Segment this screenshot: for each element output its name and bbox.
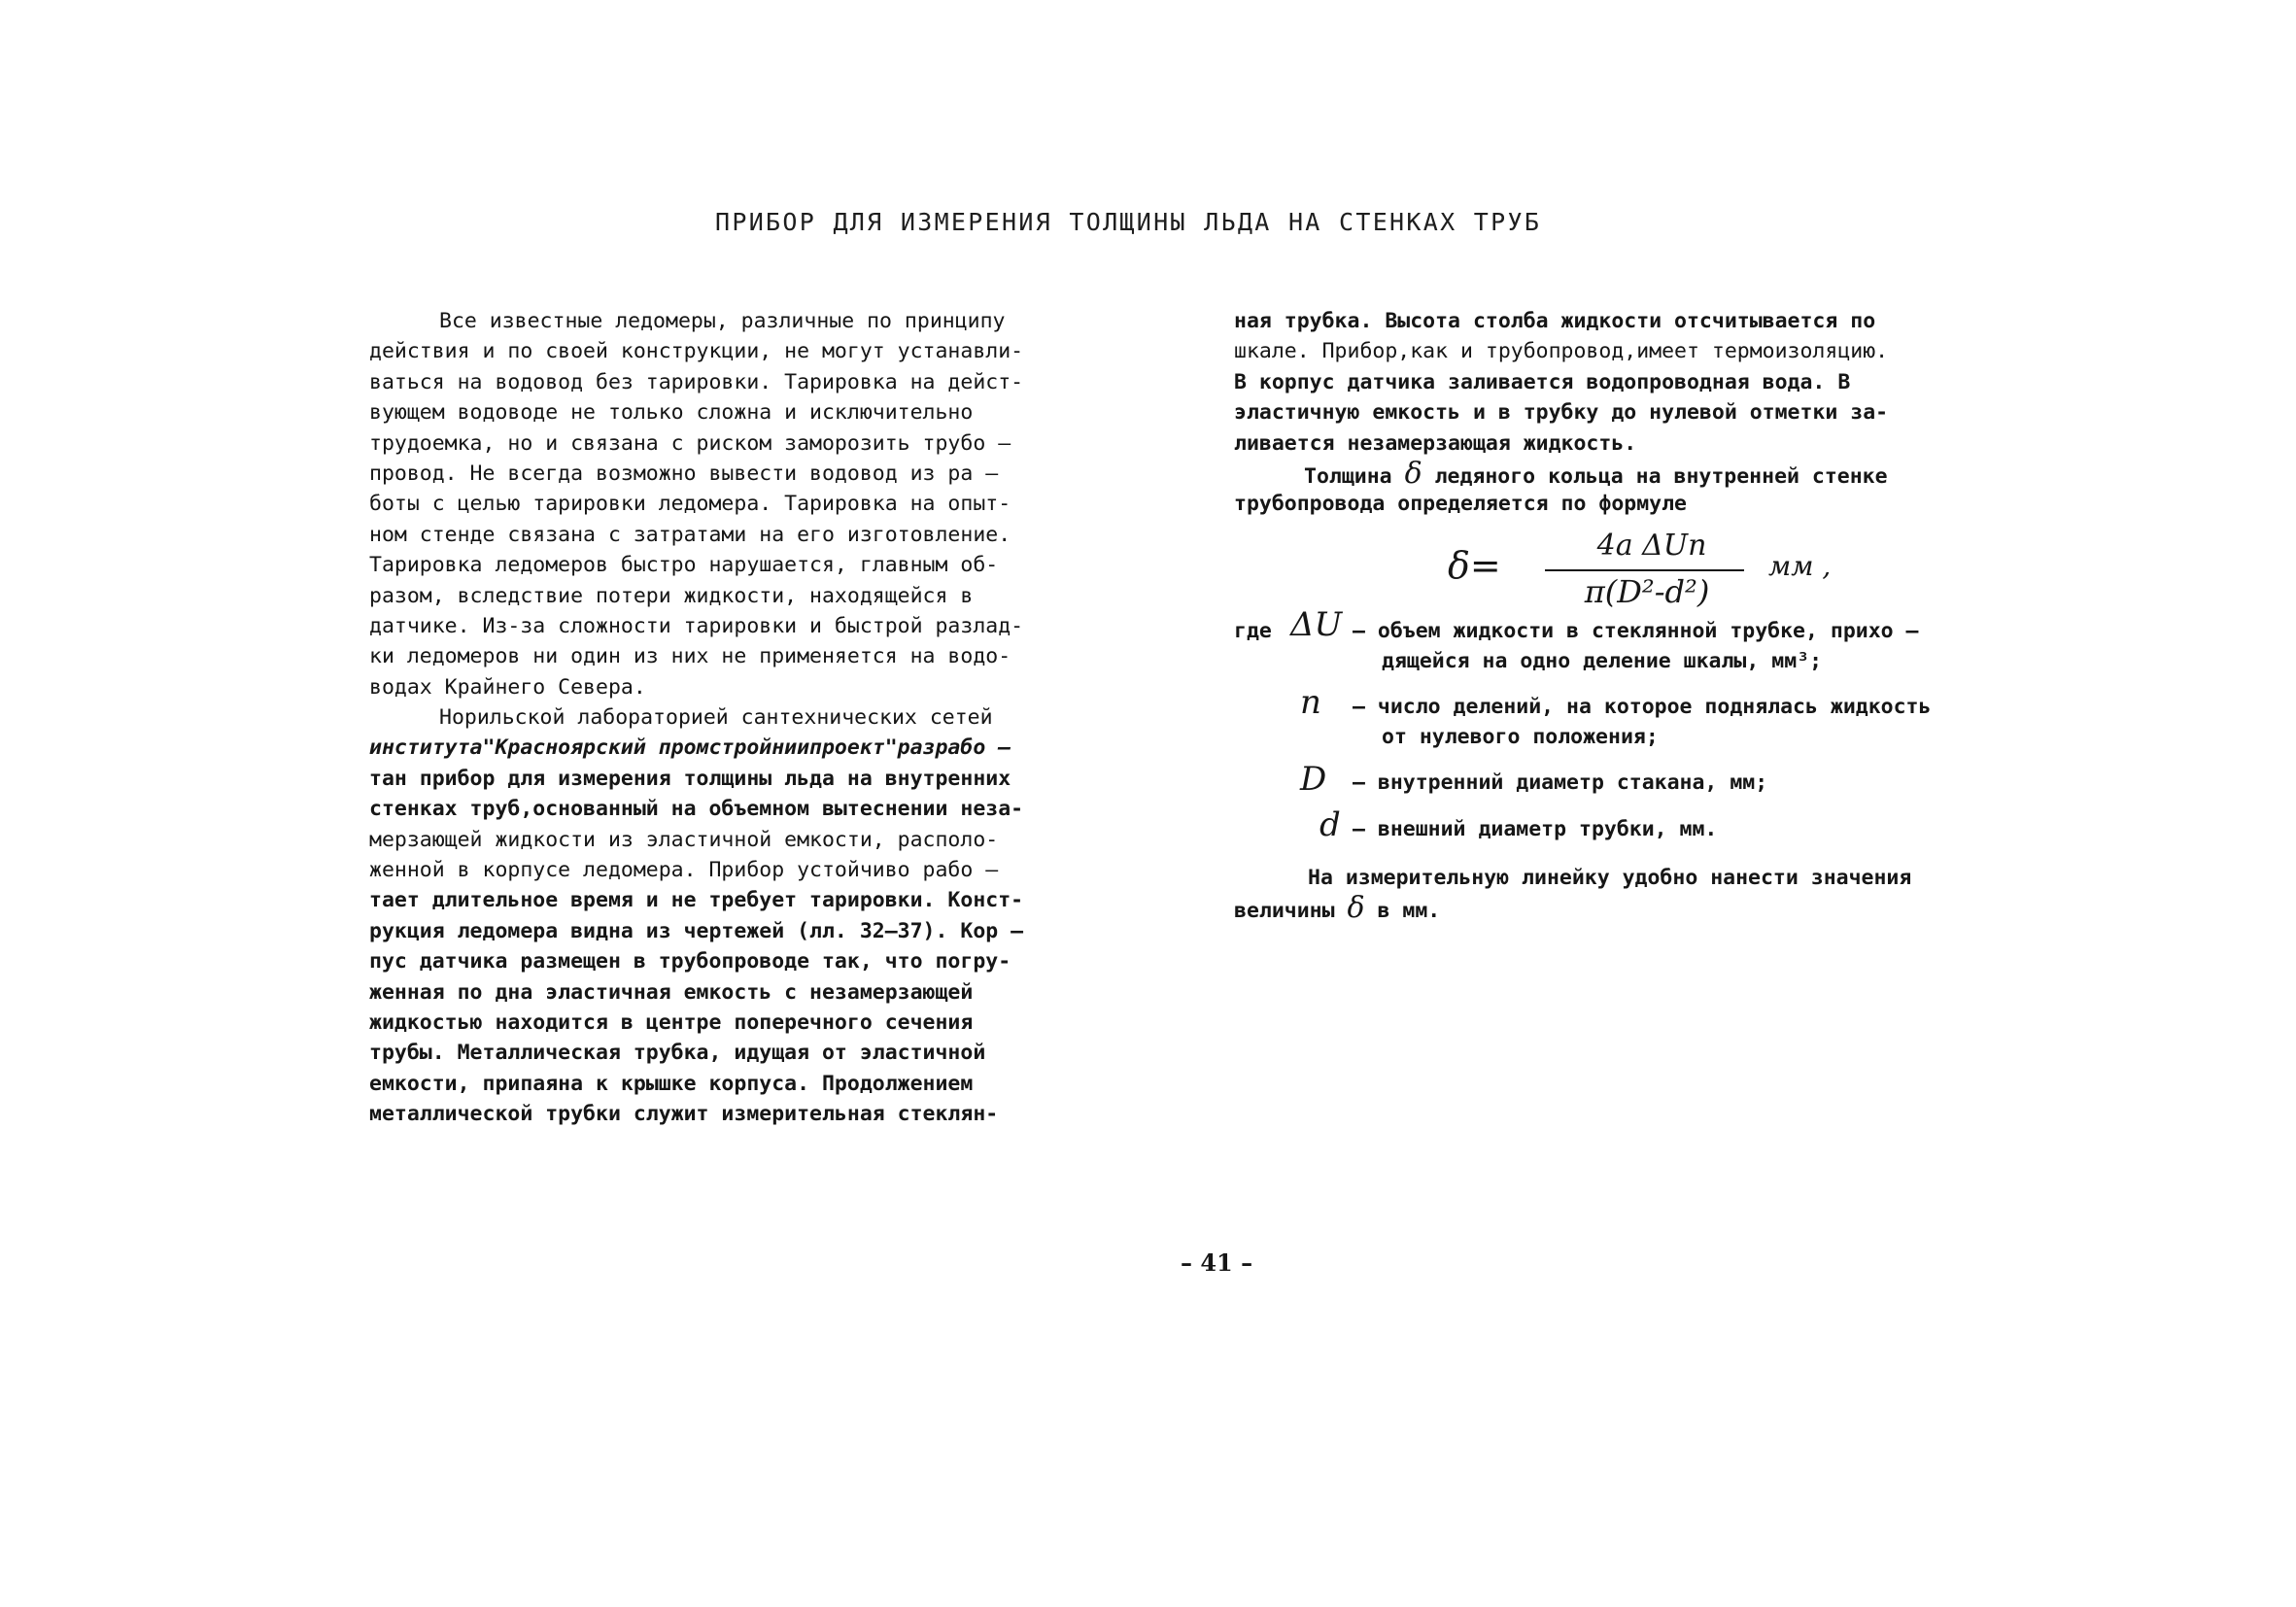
text-line: ливается незамерзающая жидкость. (1234, 430, 1637, 456)
thickness-word: Толщина (1304, 463, 1392, 489)
definition-line: – внутренний диаметр стакана, мм; (1353, 770, 1768, 795)
thickness-rest: ледяного кольца на внутренней стенке (1434, 463, 1888, 489)
text-line: трубы. Металлическая трубка, идущая от эластичной (369, 1041, 986, 1066)
text-line: ном стенде связана с затратами на его изготовление. (369, 522, 1011, 547)
text-line: тан прибор для измерения толщины льда на внутренних (369, 766, 1011, 791)
text-line: трубопровода определяется по формуле (1234, 492, 1687, 517)
text-line: ная трубка. Высота столба жидкости отсчитывается по (1234, 309, 1876, 333)
text-line: провод. Не всегда возможно вывести водовод из ра – (369, 461, 999, 486)
closing-end: в мм. (1377, 899, 1441, 923)
text-line: стенках труб,основанный на объемном вытеснении неза- (369, 797, 1024, 822)
text-line: водах Крайнего Севера. (369, 674, 646, 700)
text-line: мерзающей жидкости из эластичной емкости, располо- (369, 827, 999, 852)
definition-line: дящейся на одно деление шкалы, мм³; (1382, 649, 1823, 673)
text-line: датчике. Из-за сложности тарировки и быстрой разлад- (369, 613, 1024, 638)
closing-line: На измерительную линейку удобно нанести значения (1308, 866, 1912, 890)
text-line: В корпус датчика заливается водопроводная вода. В (1234, 369, 1851, 394)
formula-lhs: δ= (1448, 544, 1501, 587)
definition-line: – объем жидкости в стеклянной трубке, прихо – (1353, 619, 1919, 643)
text-line: металлической трубки служит измерительная стеклян- (369, 1102, 999, 1127)
closing-line-2 (1234, 893, 1440, 926)
D-symbol: D (1300, 760, 1327, 799)
text-line (1234, 456, 2070, 491)
formula-denominator: π(D²-d²) (1584, 573, 1710, 610)
definition-line: – число делений, на которое поднялась жидкость (1353, 695, 1932, 719)
delta-symbol: δ (1404, 456, 1422, 491)
text-line: жидкостью находится в центре поперечного сечения (369, 1009, 974, 1035)
text-line: действия и по своей конструкции, не могут устанавли- (369, 339, 1024, 364)
text-line: ваться на водовод без тарировки. Тарировка на дейст- (369, 369, 1024, 394)
page-title: ПРИБОР ДЛЯ ИЗМЕРЕНИЯ ТОЛЩИНЫ ЛЬДА НА СТЕНКАХ ТРУБ (715, 208, 1542, 236)
thickness-formula (1448, 525, 1895, 622)
formula-numerator: 4a ΔUn (1596, 529, 1707, 563)
text-line: тает длительное время и не требует тарировки. Конст- (369, 888, 1024, 913)
where-label: где (1234, 619, 1272, 643)
text-line: трудоемка, но и связана с риском заморозить трубо – (369, 430, 1011, 456)
text-line: боты с целью тарировки ледомера. Тарировка на опыт- (369, 492, 1011, 517)
text-line: Норильской лабораторией сантехнических сетей (439, 705, 993, 731)
text-line: Тарировка ледомеров быстро нарушается, главным об- (369, 553, 999, 578)
text-line: шкале. Прибор,как и трубопровод,имеет термоизоляцию. (1234, 339, 1889, 364)
closing-start: величины (1234, 899, 1335, 923)
text-line: института"Красноярский промстройниипроект"разрабо – (369, 735, 1011, 761)
left-column (369, 306, 1147, 1130)
d-symbol: d (1319, 805, 1341, 844)
text-line: эластичную емкость и в трубку до нулевой отметки за- (1234, 400, 1889, 426)
formula-unit: мм , (1768, 550, 1832, 582)
text-line: разом, вследствие потери жидкости, находящейся в (369, 583, 974, 608)
delta-symbol: δ (1347, 891, 1365, 925)
delta-u-symbol: ΔU (1290, 605, 1343, 644)
n-symbol: n (1300, 683, 1321, 722)
text-line: пус датчика размещен в трубопроводе так, что погру- (369, 949, 1011, 974)
text-line: женной в корпусе ледомера. Прибор устойчиво рабо – (369, 858, 999, 883)
text-line: ки ледомеров ни один из них не применяется на водо- (369, 644, 1011, 669)
text-line: емкости, припаяна к крышке корпуса. Продолжением (369, 1071, 974, 1096)
fraction-bar (1545, 569, 1744, 571)
definition-line: от нулевого положения; (1382, 725, 1659, 749)
text-line: Все известные ледомеры, различные по принципу (439, 309, 1006, 333)
right-column (1234, 306, 2070, 520)
definition-line: – внешний диаметр трубки, мм. (1353, 817, 1718, 841)
text-line: женная по дна эластичная емкость с незамерзающей (369, 979, 974, 1005)
text-line: вующем водоводе не только сложна и исключительно (369, 400, 974, 426)
text-line: рукция ледомера видна из чертежей (лл. 32–37). Кор – (369, 918, 1024, 943)
page-number: – 41 – (1181, 1248, 1253, 1277)
